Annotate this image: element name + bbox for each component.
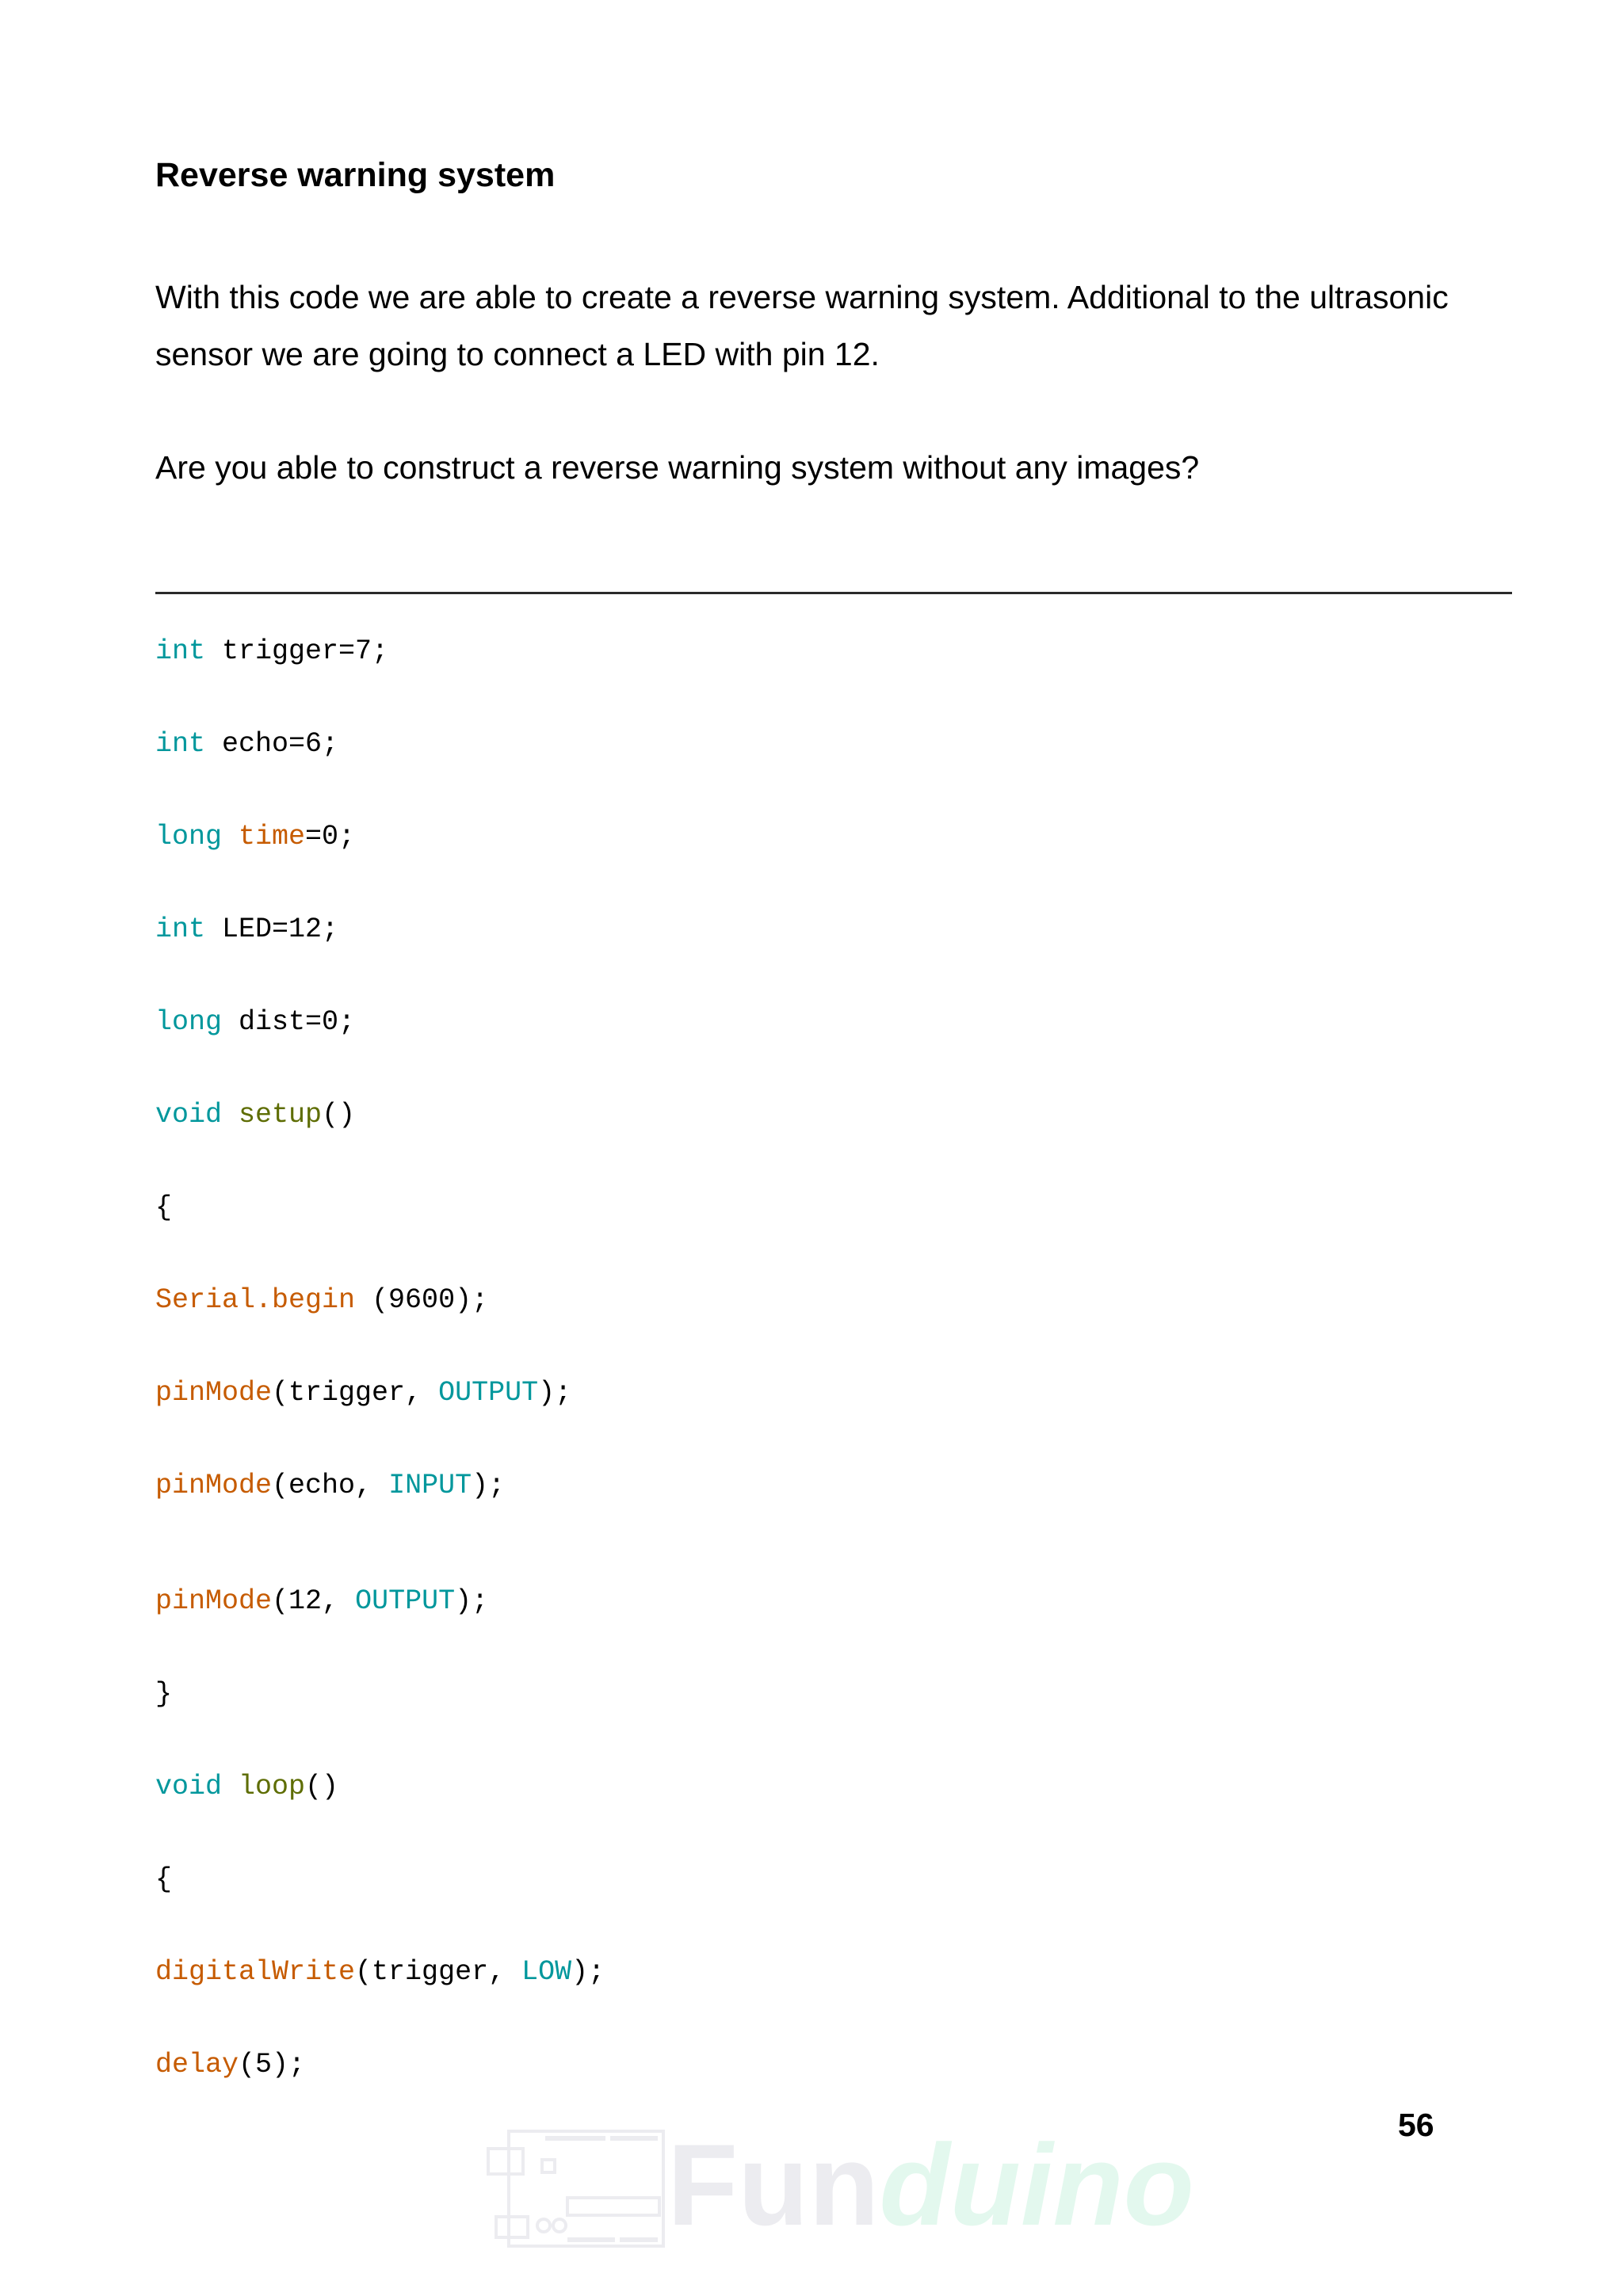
code-line (155, 910, 338, 949)
code-token: long (155, 1006, 223, 1038)
code-token: dist=0; (222, 1006, 356, 1038)
code-token: pinMode (155, 1585, 273, 1617)
arduino-board-icon (485, 2115, 667, 2258)
code-token (222, 1771, 239, 1802)
code-token: echo=6; (205, 728, 339, 760)
code-line (155, 2045, 305, 2084)
intro-paragraph: With this code we are able to create a reverse warning system. Additional to the ultrasonic sensor we are going to connect a LED with pin 12. (155, 279, 1449, 372)
code-token: trigger=7; (205, 635, 389, 667)
section-heading: Reverse warning system (155, 156, 556, 194)
code-line (155, 1581, 488, 1621)
code-token: Serial.begin (155, 1284, 356, 1316)
code-token: loop (239, 1771, 306, 1802)
code-line (155, 724, 338, 764)
code-token: pinMode (155, 1470, 273, 1501)
code-line (155, 817, 355, 856)
code-token: () (322, 1099, 356, 1131)
code-token: (trigger, (272, 1377, 439, 1409)
page-number: 56 (1398, 2107, 1434, 2143)
code-token: (9600); (355, 1284, 489, 1316)
code-token: () (305, 1771, 339, 1802)
code-token: OUTPUT (438, 1377, 539, 1409)
code-line (155, 1674, 172, 1714)
code-token: } (155, 1678, 173, 1710)
code-token: pinMode (155, 1377, 273, 1409)
code-token: long (155, 821, 223, 852)
code-token: ); (472, 1470, 506, 1501)
code-token: time (239, 821, 306, 852)
code-token: void (155, 1771, 223, 1802)
code-token: delay (155, 2049, 239, 2081)
code-line (155, 1002, 355, 1042)
code-line (155, 1188, 172, 1227)
code-token: void (155, 1099, 223, 1131)
horizontal-rule (155, 592, 1512, 594)
code-line (155, 1952, 605, 1992)
code-line (155, 1280, 488, 1320)
question-paragraph: Are you able to construct a reverse warning system without any images? (155, 449, 1200, 486)
code-token: int (155, 728, 206, 760)
code-token: { (155, 1863, 173, 1895)
watermark-text: Funduino (667, 2120, 1194, 2249)
code-token: (12, (272, 1585, 356, 1617)
code-token: ); (455, 1585, 489, 1617)
code-token: (echo, (272, 1470, 389, 1501)
code-token: ); (538, 1377, 572, 1409)
code-token: int (155, 913, 206, 945)
code-line (155, 1095, 355, 1135)
code-line (155, 1466, 505, 1505)
code-token: setup (239, 1099, 323, 1131)
code-token: int (155, 635, 206, 667)
code-token: =0; (305, 821, 356, 852)
code-token: LED=12; (205, 913, 339, 945)
code-token: INPUT (388, 1470, 472, 1501)
code-token: digitalWrite (155, 1956, 356, 1988)
code-token (222, 1099, 239, 1131)
code-line (155, 631, 388, 671)
code-token: { (155, 1192, 173, 1223)
code-token (222, 821, 239, 852)
code-line (155, 1859, 172, 1899)
code-token: (5); (239, 2049, 306, 2081)
code-line (155, 1767, 338, 1806)
watermark-logo (485, 2115, 1194, 2258)
code-token: OUTPUT (355, 1585, 456, 1617)
code-token: LOW (521, 1956, 572, 1988)
code-line (155, 1373, 571, 1413)
code-token: (trigger, (355, 1956, 522, 1988)
code-token: ); (571, 1956, 605, 1988)
